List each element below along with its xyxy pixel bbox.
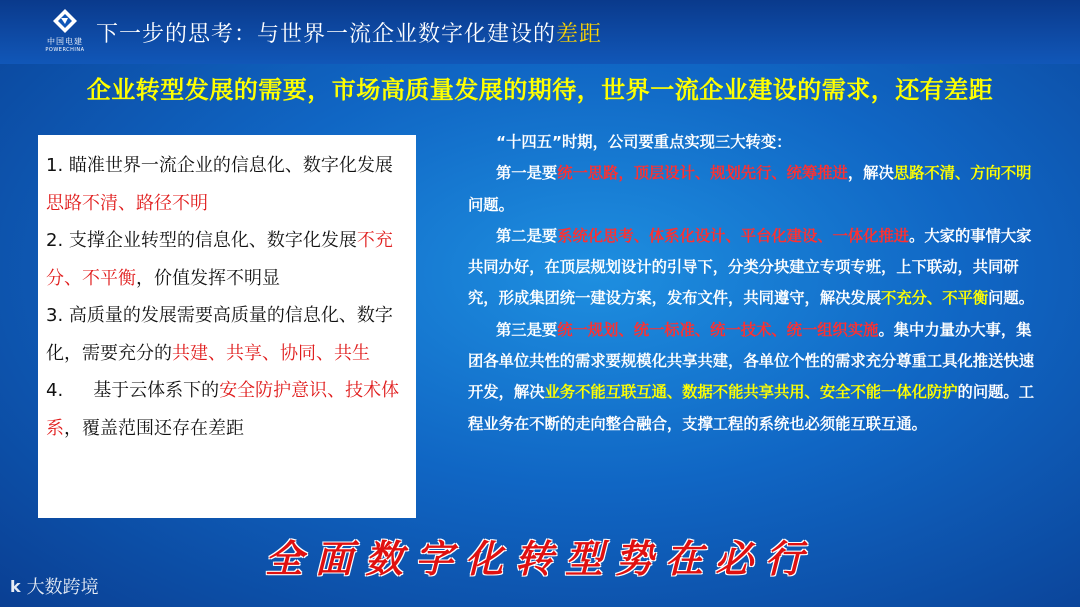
gap-list-panel (38, 135, 416, 518)
transformation-3-mid: 。集中力量办大事，集团各单位共性的需求要规模化共享共建，各单位个性的需求充分尊重工具化推送快速开发，解决 (468, 320, 1034, 402)
transformation-1-tail: 问题。 (468, 195, 514, 214)
gap-item-1-text: 1. 瞄准世界一流企业的信息化、数字化发展 (46, 155, 393, 176)
gap-item-1-highlight: 思路不清、路径不明 (46, 192, 208, 214)
transformation-3-yellow: 业务不能互联互通、数据不能共享共用、安全不能一体化防护 (544, 383, 958, 402)
gap-item-4-number: 4. (46, 380, 64, 401)
transformation-2-lead: 第二是要 (496, 226, 558, 245)
transformation-3-tail: 的问题。工程业务在不断的走向整合融合，支撑工程的系统也必须能互联互通。 (468, 383, 1035, 433)
slogan-banner: 企业转型发展的需要，市场高质量发展的期待，世界一流企业建设的需求，还有差距 (86, 76, 994, 104)
conclusion-headline: 全面数字化转型势在必行 (264, 536, 815, 581)
gap-item-2 (46, 222, 410, 297)
powerchina-logo-icon (52, 8, 78, 34)
transformation-1 (468, 158, 1040, 221)
logo-chinese-text: 中国电建 (47, 37, 83, 46)
transformation-2-tail: 问题。 (988, 289, 1035, 308)
transformation-2-mid: 。大家的事情大家共同办好，在顶层规划设计的引导下，分类分块建立专项专班，上下联动，共同研究，形成集团统一建设方案，发布文件，共同遵守，解决发展 (468, 226, 1032, 308)
gap-item-3-text: 3. 高质量的发展需要高质量的信息化、数字化，需要充分的 (46, 305, 393, 364)
transformation-panel (468, 127, 1040, 440)
transformation-1-lead: 第一是要 (496, 164, 558, 183)
gap-item-1 (46, 147, 410, 222)
gap-item-3-highlight: 共建、共享、协同、共生 (172, 342, 370, 364)
powerchina-logo (30, 4, 100, 60)
transformation-1-red: 统一思路，顶层设计、规划先行、统筹推进 (557, 164, 848, 183)
gap-item-2-highlight: 不充分、不平衡 (46, 230, 393, 289)
page-title-main: 下一步的思考：与世界一流企业数字化建设的 (96, 22, 557, 47)
transformation-1-mid: ，解决 (847, 164, 894, 183)
transformation-3-lead: 第三是要 (496, 320, 558, 339)
gap-item-4-highlight: 安全防护意识、技术体系 (46, 380, 400, 439)
gap-item-3 (46, 297, 410, 372)
watermark-logo-icon: k (10, 576, 21, 596)
watermark-text: 大数跨境 (26, 577, 99, 598)
watermark (10, 571, 99, 601)
gap-item-4-tail: ，覆盖范围还存在差距 (64, 417, 244, 439)
gap-item-2-text: 2. 支撑企业转型的信息化、数字化发展 (46, 230, 357, 251)
transformation-3-red: 统一规划、统一标准、统一技术、统一组织实施 (557, 320, 879, 339)
transformation-2-yellow: 不充分、不平衡 (881, 289, 989, 308)
transformation-1-yellow: 思路不清、方向不明 (893, 164, 1032, 183)
page-title (96, 17, 602, 48)
transformation-2 (468, 221, 1040, 315)
logo-english-text: POWERCHINA (45, 47, 85, 53)
transformation-2-red: 系统化思考、体系化设计、平台化建设、一体化推进 (557, 226, 910, 245)
transformation-3 (468, 315, 1040, 440)
transformation-intro: “十四五”时期，公司要重点实现三大转变： (496, 133, 792, 151)
gap-item-4 (46, 372, 410, 447)
gap-item-4-text: 基于云体系下的 (93, 380, 220, 401)
header-bar (0, 0, 1080, 64)
page-title-highlight: 差距 (556, 22, 603, 47)
gap-item-2-tail: ，价值发挥不明显 (136, 267, 280, 289)
